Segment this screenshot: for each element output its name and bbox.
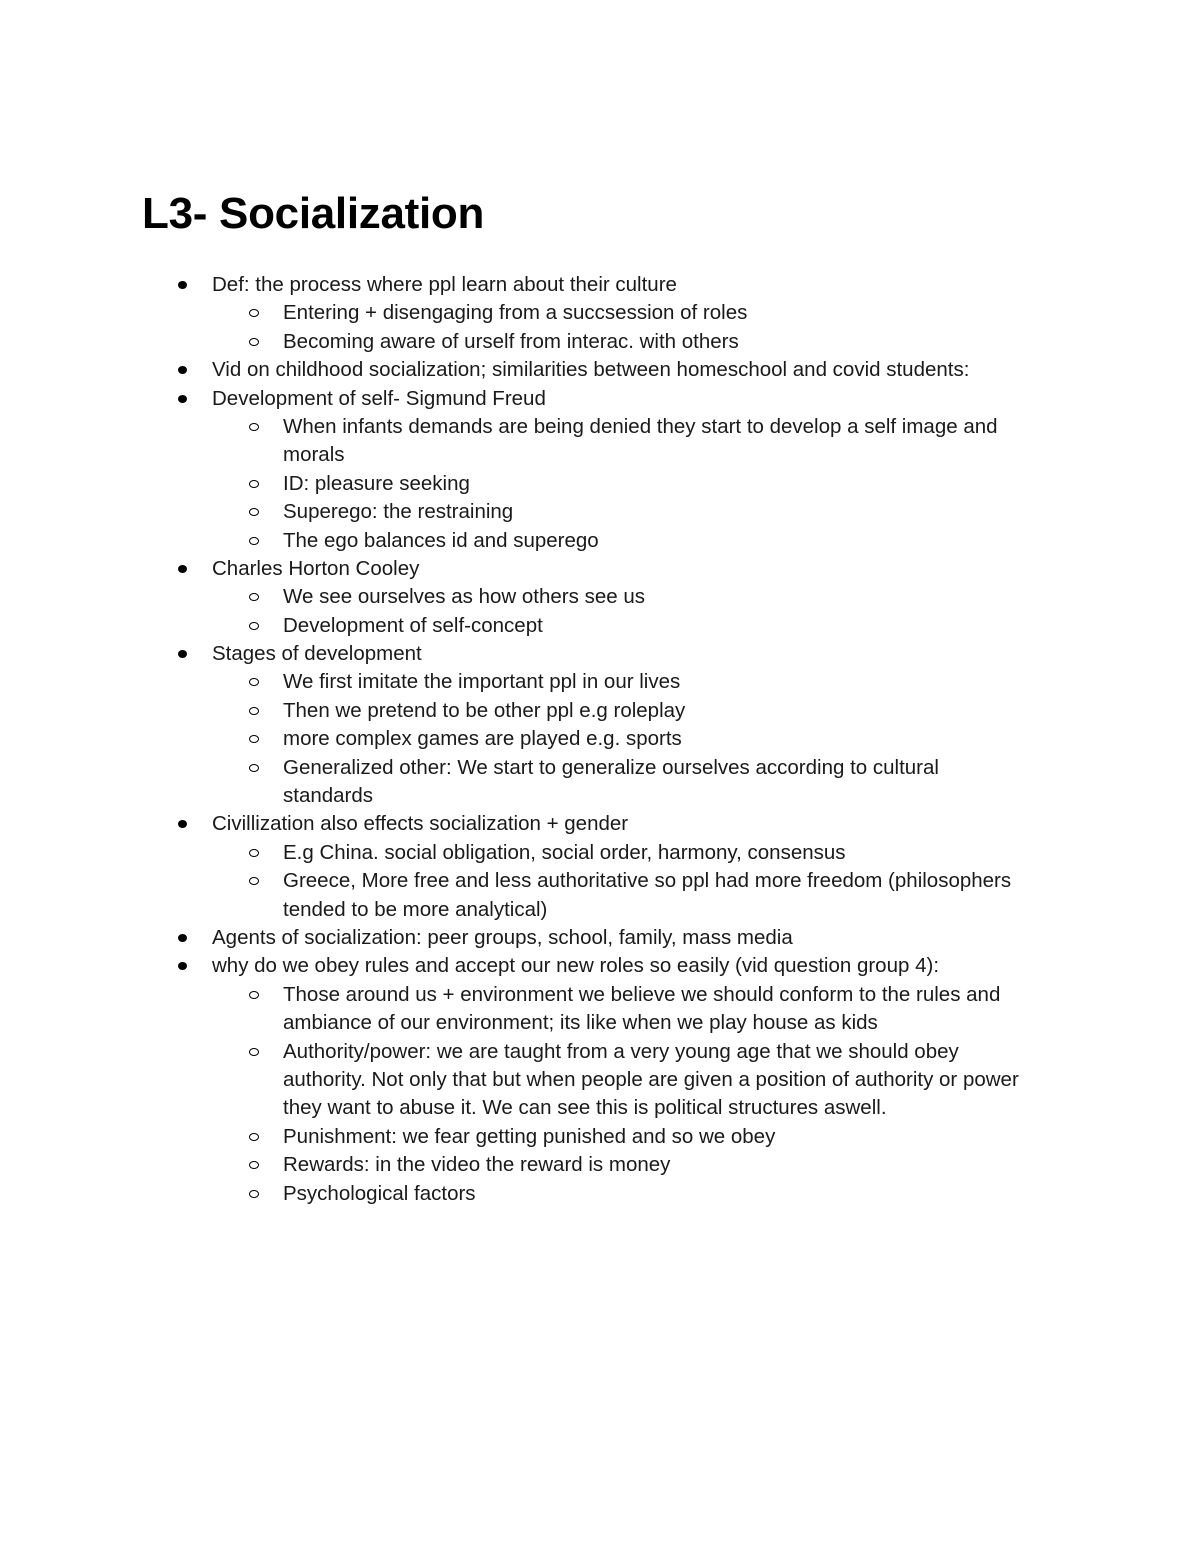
- sub-list-item: [0, 527, 1200, 555]
- list-item-text: When infants demands are being denied they start to develop a self image and: [283, 414, 998, 438]
- filled-bullet-icon: [178, 366, 187, 374]
- sub-list-item: [0, 299, 1200, 327]
- list-item: [0, 356, 1200, 384]
- list-item-text: Generalized other: We start to generalize ourselves according to cultural: [283, 755, 939, 779]
- hollow-bullet-icon: [249, 309, 259, 317]
- sub-list-item: [0, 839, 1200, 867]
- list-item-text: Then we pretend to be other ppl e.g roleplay: [283, 698, 686, 722]
- list-item-text: Development of self-concept: [283, 613, 543, 637]
- notes-list: [0, 271, 1200, 1208]
- hollow-bullet-icon: [249, 537, 259, 545]
- list-item-text: standards: [283, 784, 374, 808]
- list-item-text: Superego: the restraining: [283, 500, 514, 524]
- sub-list-item: [0, 413, 1200, 441]
- hollow-bullet-icon: [249, 1190, 259, 1198]
- filled-bullet-icon: [178, 565, 187, 573]
- hollow-bullet-icon: [249, 1048, 259, 1056]
- sub-list-item: [0, 1151, 1200, 1179]
- list-item-text: Punishment: we fear getting punished and so we obey: [283, 1124, 776, 1148]
- list-item-text: Development of self- Sigmund Freud: [212, 386, 546, 410]
- list-item: [0, 555, 1200, 583]
- hollow-bullet-icon: [249, 508, 259, 516]
- list-item-text: they want to abuse it. We can see this is political structures aswell.: [283, 1096, 887, 1120]
- list-item-text: morals: [283, 443, 345, 467]
- list-item: [0, 385, 1200, 413]
- sub-list-item: [0, 725, 1200, 753]
- hollow-bullet-icon: [249, 1133, 259, 1141]
- list-item-text: Rewards: in the video the reward is money: [283, 1153, 671, 1177]
- list-item-text: Def: the process where ppl learn about their culture: [212, 273, 677, 296]
- list-item-text: We see ourselves as how others see us: [283, 585, 645, 609]
- page-title: L3- Socialization: [142, 189, 485, 238]
- list-item-text: authority. Not only that but when people are given a position of authority or power: [283, 1067, 1019, 1091]
- list-item: [0, 810, 1200, 838]
- sub-list-item: [0, 441, 1200, 469]
- list-item: [0, 924, 1200, 952]
- sub-list-item: [0, 583, 1200, 611]
- sub-list-item: [0, 1094, 1200, 1122]
- list-item-text: tended to be more analytical): [283, 897, 548, 921]
- hollow-bullet-icon: [249, 593, 259, 601]
- sub-list-item: [0, 328, 1200, 356]
- list-item-text: Becoming aware of urself from interac. with others: [283, 329, 739, 353]
- list-item-text: ID: pleasure seeking: [283, 471, 470, 495]
- list-item: [0, 271, 1200, 299]
- list-item-text: Those around us + environment we believe we should conform to the rules and: [283, 982, 1001, 1006]
- filled-bullet-icon: [178, 962, 187, 970]
- sub-list-item: [0, 470, 1200, 498]
- sub-list-item: [0, 668, 1200, 696]
- list-item-text: why do we obey rules and accept our new roles so easily (vid question group 4):: [212, 954, 940, 978]
- hollow-bullet-icon: [249, 678, 259, 686]
- sub-list-item: [0, 782, 1200, 810]
- sub-list-item: [0, 1066, 1200, 1094]
- list-item-text: E.g China. social obligation, social order, harmony, consensus: [283, 840, 846, 864]
- hollow-bullet-icon: [249, 480, 259, 488]
- sub-list-item: [0, 612, 1200, 640]
- list-item-text: Charles Horton Cooley: [212, 556, 420, 580]
- sub-list-item: [0, 1123, 1200, 1151]
- list-item-text: Vid on childhood socialization; similarities between homeschool and covid students:: [212, 358, 970, 382]
- list-item-text: Greece, More free and less authoritative so ppl had more freedom (philosophers: [283, 869, 1012, 893]
- hollow-bullet-icon: [249, 991, 259, 999]
- hollow-bullet-icon: [249, 622, 259, 630]
- list-item-text: Stages of development: [212, 642, 422, 666]
- sub-list-item: [0, 697, 1200, 725]
- list-item-text: Psychological factors: [283, 1181, 476, 1205]
- list-item-text: Authority/power: we are taught from a very young age that we should obey: [283, 1039, 959, 1063]
- sub-list-item: [0, 1180, 1200, 1208]
- filled-bullet-icon: [178, 281, 187, 289]
- list-item: [0, 952, 1200, 980]
- list-item-text: Entering + disengaging from a succsession of roles: [283, 301, 748, 325]
- filled-bullet-icon: [178, 395, 187, 403]
- sub-list-item: [0, 896, 1200, 924]
- list-item-text: more complex games are played e.g. sports: [283, 727, 682, 751]
- sub-list-item: [0, 754, 1200, 782]
- list-item-text: ambiance of our environment; its like when we play house as kids: [283, 1011, 878, 1035]
- sub-list-item: [0, 867, 1200, 895]
- sub-list-item: [0, 1038, 1200, 1066]
- hollow-bullet-icon: [249, 338, 259, 346]
- hollow-bullet-icon: [249, 877, 259, 885]
- list-item-text: Agents of socialization: peer groups, school, family, mass media: [212, 925, 793, 949]
- sub-list-item: [0, 981, 1200, 1009]
- hollow-bullet-icon: [249, 707, 259, 715]
- filled-bullet-icon: [178, 820, 187, 828]
- list-item: [0, 640, 1200, 668]
- hollow-bullet-icon: [249, 1161, 259, 1169]
- filled-bullet-icon: [178, 934, 187, 942]
- list-item-text: Civillization also effects socialization + gender: [212, 812, 629, 836]
- list-item-text: The ego balances id and superego: [283, 528, 599, 552]
- hollow-bullet-icon: [249, 423, 259, 431]
- hollow-bullet-icon: [249, 849, 259, 857]
- sub-list-item: [0, 1009, 1200, 1037]
- hollow-bullet-icon: [249, 735, 259, 743]
- list-item-text: We first imitate the important ppl in our lives: [283, 670, 681, 694]
- hollow-bullet-icon: [249, 764, 259, 772]
- sub-list-item: [0, 498, 1200, 526]
- filled-bullet-icon: [178, 650, 187, 658]
